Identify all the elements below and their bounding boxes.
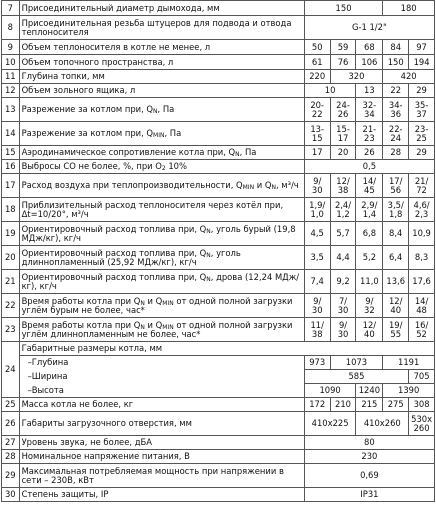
value-cell: 6,4: [383, 246, 409, 270]
value-cell: 15- 17: [330, 122, 356, 146]
row-label: Присоединительная резьба штуцеров для подвода и отвода теплоносителя: [19, 16, 304, 40]
row-label: Глубина топки, мм: [19, 70, 304, 84]
value-cell: 106: [356, 55, 383, 70]
row-17: [2, 174, 435, 198]
value-cell: 59: [330, 40, 356, 55]
row-7: [2, 1, 435, 16]
row-28: [2, 450, 435, 464]
row-20: [2, 246, 435, 270]
value-cell: 26: [356, 146, 383, 160]
value-cell: 61: [304, 55, 330, 70]
value-cell: 4,6/ 2,3: [409, 198, 435, 222]
row-number: 16: [2, 160, 20, 174]
value-cell: 0,69: [304, 464, 434, 488]
row-number: 10: [2, 55, 20, 70]
value-cell: 308: [409, 398, 435, 412]
value-cell: 11,0: [356, 270, 383, 294]
value-cell: 530x 260: [409, 412, 435, 436]
value-cell: 20- 22: [304, 98, 330, 122]
value-cell: 16/ 52: [409, 318, 435, 342]
value-cell: 215: [356, 398, 383, 412]
value-cell: 420: [383, 70, 435, 84]
value-cell: 230: [304, 450, 434, 464]
value-cell: 3,5: [304, 246, 330, 270]
value-cell: 84: [383, 40, 409, 55]
row-label: Расход воздуха при теплопроизводительности, $Q_{MIN}$ и $Q_N$, м³/ч: [19, 174, 304, 198]
value-cell: 7/ 30: [330, 294, 356, 318]
row-label: Масса котла не более, кг: [19, 398, 304, 412]
value-cell: 973: [304, 356, 330, 370]
row-number: 26: [2, 412, 20, 436]
row-22: [2, 294, 435, 318]
value-cell: 97: [409, 40, 435, 55]
value-cell: 8,4: [383, 222, 409, 246]
value-cell: 17: [304, 146, 330, 160]
value-cell: 23- 25: [409, 122, 435, 146]
value-cell: 1090: [304, 384, 356, 398]
row-number: 8: [2, 16, 20, 40]
row-18: [2, 198, 435, 222]
row-21: [2, 270, 435, 294]
row-number: 22: [2, 294, 20, 318]
value-cell: 76: [330, 55, 356, 70]
row-label: Максимальная потребляемая мощность при напряжении в сети – 230В, кВт: [19, 464, 304, 488]
value-cell: 29: [409, 84, 435, 98]
value-cell: 1240: [356, 384, 383, 398]
row-number: 27: [2, 436, 20, 450]
value-cell: 1390: [383, 384, 435, 398]
value-cell: 12/ 40: [383, 294, 409, 318]
value-cell: 4,4: [330, 246, 356, 270]
row-number: 29: [2, 464, 20, 488]
value-cell: 410x260: [356, 412, 409, 436]
row-24-depth: [2, 356, 435, 370]
value-cell: 220: [304, 70, 330, 84]
row-label: Ориентировочный расход топлива при, $Q_N$, дрова (12,24 МДж/кг), кг/ч: [19, 270, 304, 294]
row-number: 12: [2, 84, 20, 98]
spec-table: [1, 0, 435, 502]
row-24-width: [2, 370, 435, 384]
row-number: 30: [2, 488, 20, 502]
value-cell: 17,6: [409, 270, 435, 294]
row-label: Габаритные размеры котла, мм: [19, 342, 434, 356]
value-cell: 14/ 48: [409, 294, 435, 318]
value-cell: 14/ 45: [356, 174, 383, 198]
value-cell: 12/ 40: [356, 318, 383, 342]
row-13: [2, 98, 435, 122]
value-cell: 13- 15: [304, 122, 330, 146]
depth-label: –Глубина: [19, 356, 304, 370]
row-25: [2, 398, 435, 412]
row-label: Время работы котла при $Q_N$ и $Q_{MIN}$ от одной полной загрузки углём длиннопламенным не более, час*: [19, 318, 304, 342]
value-cell: 32- 34: [356, 98, 383, 122]
value-cell: 9/ 30: [330, 318, 356, 342]
row-number: 13: [2, 98, 20, 122]
row-label: Уровень звука, не более, дБА: [19, 436, 304, 450]
row-number: 20: [2, 246, 20, 270]
value-cell: 320: [330, 70, 383, 84]
value-cell: 1,9/ 1,0: [304, 198, 330, 222]
value-cell: 410x225: [304, 412, 356, 436]
row-label: Аэродинамическое сопротивление котла при, $Q_N$, Па: [19, 146, 304, 160]
row-15: [2, 146, 435, 160]
value-cell: 9/ 32: [356, 294, 383, 318]
row-26: [2, 412, 435, 436]
value-cell: 68: [356, 40, 383, 55]
value-cell: 10: [304, 84, 356, 98]
value-cell: 20: [330, 146, 356, 160]
row-10: [2, 55, 435, 70]
value-cell: 180: [383, 1, 435, 16]
row-19: [2, 222, 435, 246]
row-29: [2, 464, 435, 488]
row-label: Номинальное напряжение питания, В: [19, 450, 304, 464]
value-cell: 13: [356, 84, 383, 98]
row-label: Объем зольного ящика, л: [19, 84, 304, 98]
value-cell: 9/ 30: [304, 174, 330, 198]
value-cell: 10,9: [409, 222, 435, 246]
value-cell: 5,7: [330, 222, 356, 246]
value-cell: 5,2: [356, 246, 383, 270]
value-cell: 2,4/ 1,2: [330, 198, 356, 222]
value-cell: 150: [383, 55, 409, 70]
value-cell: 80: [304, 436, 434, 450]
height-label: –Высота: [19, 384, 304, 398]
row-label: Разрежение за котлом при, $Q_N$, Па: [19, 98, 304, 122]
value-cell: 172: [304, 398, 330, 412]
value-cell: 21/ 72: [409, 174, 435, 198]
row-23: [2, 318, 435, 342]
value-cell: 1073: [330, 356, 383, 370]
value-cell: 0,5: [304, 160, 434, 174]
value-cell: G-1 1/2": [304, 16, 434, 40]
row-number: 11: [2, 70, 20, 84]
row-label: Выбросы СО не более, %, при $О_2$ 10%: [19, 160, 304, 174]
width-label: –Ширина: [19, 370, 304, 384]
value-cell: 9,2: [330, 270, 356, 294]
value-cell: 28: [383, 146, 409, 160]
value-cell: 19/ 55: [383, 318, 409, 342]
row-label: Степень защиты, IP: [19, 488, 304, 502]
value-cell: 1191: [383, 356, 435, 370]
value-cell: 34- 36: [383, 98, 409, 122]
value-cell: 7,4: [304, 270, 330, 294]
row-number: 23: [2, 318, 20, 342]
value-cell: 150: [304, 1, 383, 16]
row-number: 9: [2, 40, 20, 55]
value-cell: 11/ 38: [304, 318, 330, 342]
row-24: [2, 342, 435, 356]
row-label: Присоединительный диаметр дымохода, мм: [19, 1, 304, 16]
value-cell: 705: [409, 370, 435, 384]
row-9: [2, 40, 435, 55]
value-cell: 8,3: [409, 246, 435, 270]
value-cell: 210: [330, 398, 356, 412]
value-cell: 35- 37: [409, 98, 435, 122]
value-cell: 12/ 38: [330, 174, 356, 198]
value-cell: 17/ 56: [383, 174, 409, 198]
row-label: Приблизительный расход теплоносителя через котёл при, Δt=10/20°, м³/ч: [19, 198, 304, 222]
value-cell: 275: [383, 398, 409, 412]
row-number: 18: [2, 198, 20, 222]
row-number: 15: [2, 146, 20, 160]
value-cell: 4,5: [304, 222, 330, 246]
row-label: Объем теплоносителя в котле не менее, л: [19, 40, 304, 55]
row-number: 21: [2, 270, 20, 294]
row-label: Ориентировочный расход топлива при, $Q_N$, уголь бурый (19,8 МДж/кг), кг/ч: [19, 222, 304, 246]
value-cell: 22: [383, 84, 409, 98]
value-cell: 9/ 30: [304, 294, 330, 318]
row-label: Ориентировочный расход топлива при, $Q_N$, уголь длиннопламенный (25,92 МДж/кг), кг/ч: [19, 246, 304, 270]
value-cell: 13,6: [383, 270, 409, 294]
row-27: [2, 436, 435, 450]
row-number: 17: [2, 174, 20, 198]
row-label: Время работы котла при $Q_N$ и $Q_{MIN}$ от одной полной загрузки углём бурым не более, час*: [19, 294, 304, 318]
row-11: [2, 70, 435, 84]
row-30: [2, 488, 435, 502]
row-12: [2, 84, 435, 98]
row-number: 24: [2, 342, 20, 398]
value-cell: 24- 26: [330, 98, 356, 122]
row-label: Габариты загрузочного отверстия, мм: [19, 412, 304, 436]
value-cell: 50: [304, 40, 330, 55]
row-number: 19: [2, 222, 20, 246]
value-cell: 3,5/ 1,8: [383, 198, 409, 222]
row-number: 28: [2, 450, 20, 464]
value-cell: 21- 23: [356, 122, 383, 146]
value-cell: 585: [304, 370, 408, 384]
value-cell: 22- 24: [383, 122, 409, 146]
row-16: [2, 160, 435, 174]
row-24-height: [2, 384, 435, 398]
row-label: Объем топочного пространства, л: [19, 55, 304, 70]
row-label: Разрежение за котлом при, $Q_{MIN}$, Па: [19, 122, 304, 146]
value-cell: IP31: [304, 488, 434, 502]
row-number: 25: [2, 398, 20, 412]
value-cell: 2,9/ 1,4: [356, 198, 383, 222]
value-cell: 6,8: [356, 222, 383, 246]
row-8: [2, 16, 435, 40]
value-cell: 194: [409, 55, 435, 70]
row-14: [2, 122, 435, 146]
row-number: 7: [2, 1, 20, 16]
value-cell: 29: [409, 146, 435, 160]
row-number: 14: [2, 122, 20, 146]
